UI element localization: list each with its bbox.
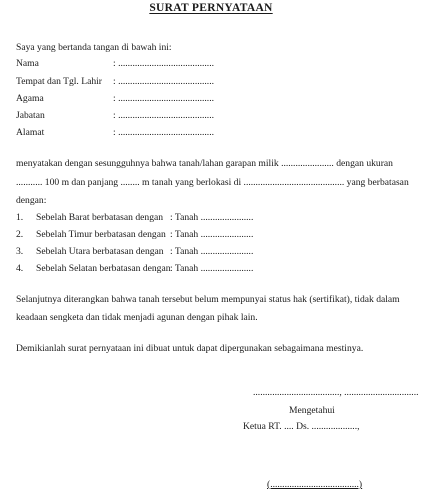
status-line: keadaan sengketa dan tidak menjadi agunan dengan pihak lain. — [16, 312, 258, 323]
border-item-text: Sebelah Selatan berbatasan dengan — [36, 263, 171, 274]
field-value-alamat: : ........................................ — [113, 127, 215, 138]
closing-text: Demikianlah surat pernyataan ini dibuat untuk dapat dipergunakan sebagaimana mestinya. — [16, 343, 364, 354]
statement-line: dengan: — [16, 195, 47, 206]
border-item-text: Sebelah Utara berbatasan dengan — [36, 246, 164, 257]
border-item-value: : Tanah ...................... — [170, 263, 254, 274]
border-item-number: 1. — [16, 212, 24, 223]
document-title: SURAT PERNYATAAN — [149, 2, 273, 14]
field-value-tempat-tgl-lahir: : ........................................ — [113, 76, 215, 87]
border-item-number: 4. — [16, 263, 24, 274]
field-value-agama: : ........................................ — [113, 93, 215, 104]
field-value-jabatan: : ........................................ — [113, 110, 215, 121]
field-label-jabatan: Jabatan — [16, 110, 45, 121]
ketua-rt-line: Ketua RT. .... Ds. ..................., — [243, 421, 360, 432]
statement-line: menyatakan dengan sesungguhnya bahwa tanah/lahan garapan milik ...................... dengan ukuran — [16, 158, 393, 169]
border-item-text: Sebelah Barat berbatasan dengan — [36, 212, 164, 223]
field-label-tempat-tgl-lahir: Tempat dan Tgl. Lahir — [16, 76, 103, 87]
border-item-value: : Tanah ...................... — [170, 229, 254, 240]
border-item-text: Sebelah Timur berbatasan dengan — [36, 229, 166, 240]
place-date: ...................................., ............................... — [253, 387, 419, 398]
field-value-nama: : ........................................ — [113, 58, 215, 69]
intro-text: Saya yang bertanda tangan di bawah ini: — [16, 42, 172, 53]
field-label-nama: Nama — [16, 58, 39, 69]
border-item-number: 3. — [16, 246, 24, 257]
border-item-number: 2. — [16, 229, 24, 240]
status-line: Selanjutnya diterangkan bahwa tanah tersebut belum mempunyai status hak (sertifikat), tidak dalam — [16, 294, 400, 305]
border-item-value: : Tanah ...................... — [170, 212, 254, 223]
field-label-alamat: Alamat — [16, 127, 45, 138]
mengetahui-label: Mengetahui — [289, 405, 335, 416]
border-item-value: : Tanah ...................... — [170, 246, 254, 257]
signature-name-line: (.....................................) — [267, 479, 363, 490]
field-label-agama: Agama — [16, 93, 44, 104]
statement-line: ........... 100 m dan panjang ........ m tanah yang berlokasi di .......................................... yang berbatasan — [16, 177, 409, 188]
